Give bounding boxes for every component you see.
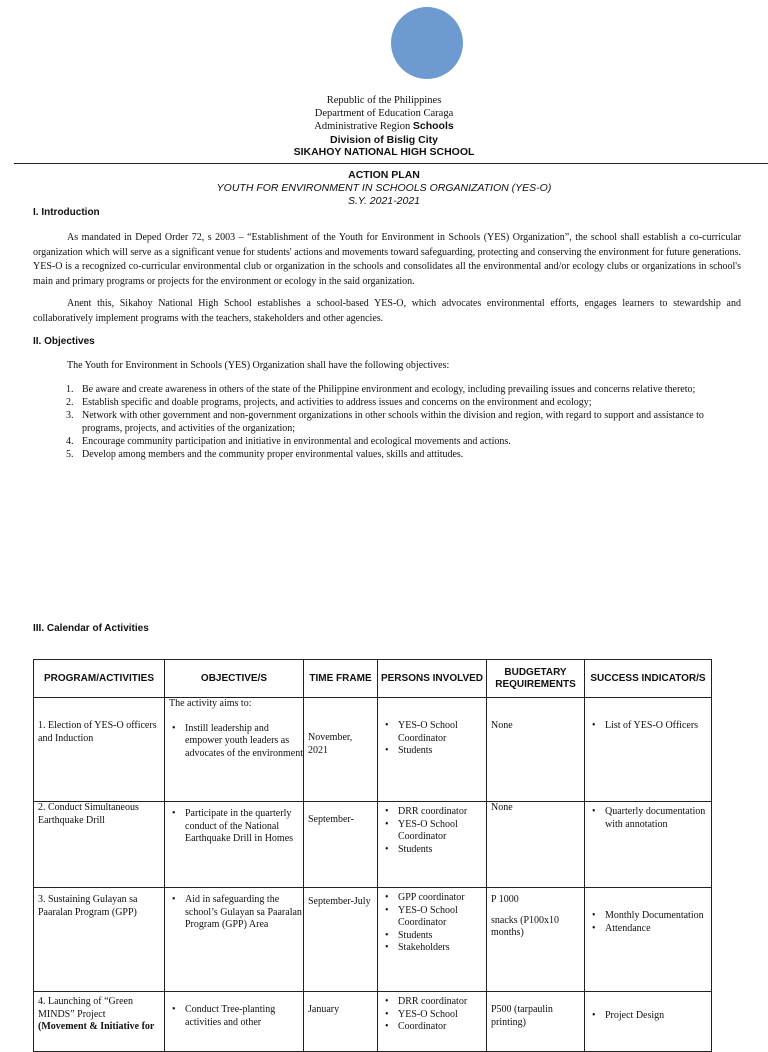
indicator-cell: • Project Design — [585, 992, 712, 1052]
introduction-paragraph-1: As mandated in Deped Order 72, s 2003 – “Establishment of the Youth for Environment in Schools (YES) Organization”, the school shall establish a co-curricular organization which will serve as a significant venue for students' actions and movements toward safeguarding, protecting and conserving the environment for future generations. YES-O is a recognized co-curricular environmental club or organization in the schools and consolidates all the environmental and/or ecology clubs or organizations in school's main and primary programs or projects for the environment or ecology in the said organization. — [33, 232, 741, 287]
indicator-cell: • List of YES-O Officers — [585, 698, 712, 802]
budget-cell: P500 (tarpaulin printing) — [487, 992, 585, 1052]
program-cell: 4. Launching of “Green MINDS” Project (Movement & Initiative for — [34, 992, 165, 1052]
persons-cell: • DRR coordinator • YES-O School Coordinator • Students — [378, 802, 487, 888]
persons-cell: • YES-O School Coordinator • Students — [378, 698, 487, 802]
program-cell: 2. Conduct Simultaneous Earthquake Drill — [34, 802, 165, 888]
column-header: OBJECTIVE/S — [165, 660, 304, 698]
introduction-heading: I. Introduction — [33, 207, 100, 218]
list-item: 2. Establish specific and doable programs, projects, and activities to address issues and concerns on the environment and ecology; — [66, 397, 592, 408]
column-header: SUCCESS INDICATOR/S — [585, 660, 712, 698]
budget-cell: None — [487, 698, 585, 802]
table-row — [34, 802, 712, 888]
document-title: ACTION PLAN — [348, 169, 420, 181]
column-header: BUDGETARY REQUIREMENTS — [487, 660, 585, 698]
letterhead — [0, 95, 768, 159]
time-cell: September- — [304, 802, 378, 888]
list-item: 3. Network with other government and non-government organizations in other schools within the division and region, with regard to support and assistance to programs, projects, and activities of the organization; — [66, 410, 704, 434]
table-row — [34, 992, 712, 1052]
letterhead-region: Administrative Region Schools — [314, 120, 454, 132]
table-row — [34, 888, 712, 992]
column-header: TIME FRAME — [304, 660, 378, 698]
table-header-row — [34, 660, 712, 698]
indicator-cell: • Quarterly documentation with annotation — [585, 802, 712, 888]
objective-cell: The activity aims to: • Instill leadership and empower youth leaders as advocates of the environment — [165, 698, 304, 802]
persons-cell: • DRR coordinator • YES-O School • Coordinator — [378, 992, 487, 1052]
objective-cell: • Conduct Tree-planting activities and other — [165, 992, 304, 1052]
calendar-heading: III. Calendar of Activities — [33, 623, 149, 634]
objective-cell: • Participate in the quarterly conduct of the National Earthquake Drill in Homes — [165, 802, 304, 888]
persons-cell: • GPP coordinator • YES-O School Coordinator • Students • Stakeholders — [378, 888, 487, 992]
document-title-block — [0, 169, 768, 208]
list-item: 5. Develop among members and the community proper environmental values, skills and attitudes. — [66, 449, 464, 460]
program-cell: 1. Election of YES-O officers and Induction — [34, 698, 165, 802]
time-cell: September-July — [304, 888, 378, 992]
column-header: PROGRAM/ACTIVITIES — [34, 660, 165, 698]
objectives-list — [66, 383, 736, 461]
organization-name: YOUTH FOR ENVIRONMENT IN SCHOOLS ORGANIZATION (YES-O) — [216, 182, 552, 194]
column-header: PERSONS INVOLVED — [378, 660, 487, 698]
school-seal — [391, 7, 463, 79]
objectives-heading: II. Objectives — [33, 336, 95, 347]
aims-note: The activity aims to: — [169, 698, 252, 709]
introduction-paragraph-2: Anent this, Sikahoy National High School establishes a school-based YES-O, which advocates environmental efforts, engages learners to stewardship and collaboratively implement programs with the teachers, stakeholders and other agencies. — [33, 298, 741, 324]
budget-cell: None — [487, 802, 585, 888]
letterhead-division: Division of Bislig City — [330, 133, 438, 146]
objective-cell: • Aid in safeguarding the school’s Gulayan sa Paaralan Program (GPP) Area — [165, 888, 304, 992]
time-cell: January — [304, 992, 378, 1052]
letterhead-department: Department of Education Caraga — [314, 107, 454, 119]
header-divider — [14, 163, 768, 164]
list-item: 1. Be aware and create awareness in others of the state of the Philippine environment and ecology, including prevailing issues and concerns relative thereto; — [66, 384, 696, 395]
letterhead-school: SIKAHOY NATIONAL HIGH SCHOOL — [293, 146, 475, 158]
list-item: 4. Encourage community participation and initiative in environmental and ecological movements and actions. — [66, 436, 511, 447]
indicator-cell: • Monthly Documentation • Attendance — [585, 888, 712, 992]
school-year: S.Y. 2021-2021 — [347, 195, 420, 207]
budget-cell: P 1000 snacks (P100x10 months) — [487, 888, 585, 992]
letterhead-republic: Republic of the Philippines — [326, 95, 442, 106]
objectives-intro: The Youth for Environment in Schools (YES) Organization shall have the following objectives: — [67, 360, 450, 371]
calendar-of-activities-table — [33, 659, 712, 1052]
time-cell: November, 2021 — [304, 698, 378, 802]
program-cell: 3. Sustaining Gulayan sa Paaralan Program (GPP) — [34, 888, 165, 992]
table-row — [34, 698, 712, 802]
